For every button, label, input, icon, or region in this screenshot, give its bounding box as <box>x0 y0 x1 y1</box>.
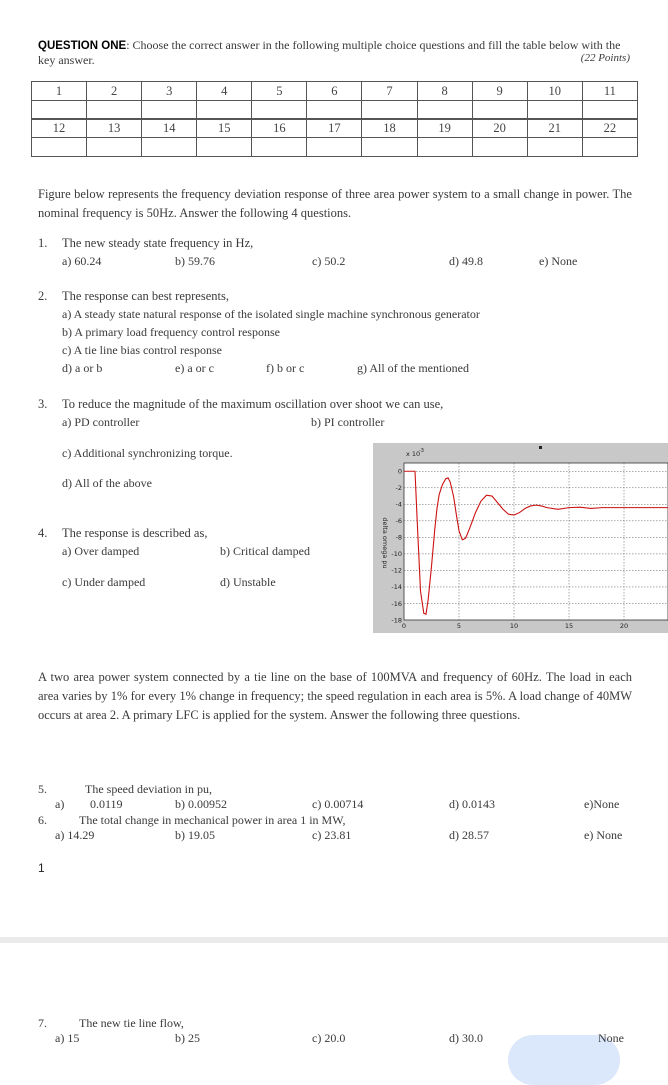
q6-option-e: e) None <box>584 828 623 842</box>
q6-option-b: b) 19.05 <box>175 828 215 842</box>
answer-table-top <box>31 81 638 120</box>
q1-option-c: c) 50.2 <box>312 254 346 268</box>
row2-number-cell: 15 <box>197 119 252 138</box>
row1-number-cell: 5 <box>252 82 307 101</box>
row1-answer-cell <box>472 101 527 120</box>
row1-number-cell: 9 <box>472 82 527 101</box>
answer-table-bottom <box>31 118 638 157</box>
y-tick-label: -6 <box>395 517 402 526</box>
q3-number: 3. <box>38 397 48 411</box>
row2-answer-cell <box>307 138 362 157</box>
row1-answer-cell <box>252 101 307 120</box>
x-tick-label: 10 <box>509 622 519 630</box>
y-tick-label: -2 <box>395 484 402 493</box>
q6-option-d: d) 28.57 <box>449 828 489 842</box>
q1-option-e: e) None <box>539 254 578 268</box>
q3-option-c: c) Additional synchronizing torque. <box>62 446 233 460</box>
question-title: QUESTION ONE <box>38 40 127 52</box>
q2-option-g: g) All of the mentioned <box>357 361 469 375</box>
q7-option-c: c) 20.0 <box>312 1031 346 1045</box>
y-tick-label: 0 <box>397 467 402 476</box>
row2-number-cell: 16 <box>252 119 307 138</box>
row1-answer-cell <box>417 101 472 120</box>
q1-option-a: a) 60.24 <box>62 254 102 268</box>
row2-answer-cell <box>527 138 582 157</box>
row1-number-cell: 8 <box>417 82 472 101</box>
row1-number-cell: 11 <box>582 82 637 101</box>
y-tick-label: -10 <box>391 550 402 559</box>
row2-number-cell: 22 <box>582 119 637 138</box>
row1-answer-cell <box>362 101 417 120</box>
q3-text: To reduce the magnitude of the maximum oscillation over shoot we can use, <box>62 397 444 411</box>
q2-text: The response can best represents, <box>62 289 229 303</box>
row1-answer-cell <box>582 101 637 120</box>
row1-number-cell: 7 <box>362 82 417 101</box>
q5-option-a: 0.0119 <box>90 797 123 811</box>
q5-number: 5. <box>38 782 47 796</box>
q2-option-b: b) A primary load frequency control response <box>62 325 280 339</box>
y-tick-label: -4 <box>395 500 402 509</box>
section2-intro: A two area power system connected by a tie line on the base of 100MVA and frequency of 60Hz. The load in each area varies by 1% for every 1% change in frequency; the speed regulation in each area is 5%. A load change of 40MW occurs at area 2. A primary LFC is applied for the system. Answer the following three questions. <box>38 670 632 722</box>
row2-answer-cell <box>32 138 87 157</box>
row2-number-cell: 12 <box>32 119 87 138</box>
q3-option-a: a) PD controller <box>62 415 140 429</box>
q6-number: 6. <box>38 813 47 827</box>
q7-option-b: b) 25 <box>175 1031 200 1045</box>
row2-answer-cell <box>417 138 472 157</box>
row2-number-cell: 20 <box>472 119 527 138</box>
q4-option-b: b) Critical damped <box>220 544 310 558</box>
row1-number-cell: 3 <box>142 82 197 101</box>
q2-option-a: a) A steady state natural response of the isolated single machine synchronous generator <box>62 307 480 321</box>
y-tick-label: -12 <box>391 566 402 575</box>
q6-text: The total change in mechanical power in area 1 in MW, <box>79 813 346 827</box>
row2-answer-cell <box>362 138 417 157</box>
row2-answer-cell <box>582 138 637 157</box>
q1-option-b: b) 59.76 <box>175 254 215 268</box>
q2-option-f: f) b or c <box>266 361 305 375</box>
y-axis-label: delta omega pu <box>381 517 389 569</box>
x-tick-label: 20 <box>619 622 629 630</box>
q5-option-a-label: a) <box>55 797 65 811</box>
row1-answer-cell <box>307 101 362 120</box>
q7-option-e: None <box>598 1031 624 1045</box>
q2-option-e: e) a or c <box>175 361 214 375</box>
row2-answer-cell <box>472 138 527 157</box>
x-tick-label: 0 <box>401 622 407 630</box>
page-divider <box>0 937 668 943</box>
row1-number-cell: 6 <box>307 82 362 101</box>
q2-option-c: c) A tie line bias control response <box>62 343 222 357</box>
row2-answer-cell <box>142 138 197 157</box>
question-instruction: : Choose the correct answer in the following multiple choice questions and fill the table below with the key answer. <box>38 38 621 67</box>
q4-option-c: c) Under damped <box>62 575 146 589</box>
row2-number-cell: 13 <box>87 119 142 138</box>
figure-marker <box>539 446 542 449</box>
exponent-label: x 10 <box>406 450 421 458</box>
q5-option-d: d) 0.0143 <box>449 797 495 811</box>
y-tick-label: -14 <box>391 583 402 592</box>
row1-number-cell: 10 <box>527 82 582 101</box>
q7-option-a: a) 15 <box>55 1031 80 1045</box>
q7-number: 7. <box>38 1016 47 1030</box>
row1-answer-cell <box>87 101 142 120</box>
row1-number-cell: 2 <box>87 82 142 101</box>
q5-text: The speed deviation in pu, <box>85 782 212 796</box>
row2-number-cell: 14 <box>142 119 197 138</box>
q4-option-d: d) Unstable <box>220 575 276 589</box>
row2-number-cell: 19 <box>417 119 472 138</box>
q6-option-c: c) 23.81 <box>312 828 352 842</box>
q1-text: The new steady state frequency in Hz, <box>62 236 254 250</box>
row1-answer-cell <box>527 101 582 120</box>
x-tick-label: 5 <box>456 622 462 630</box>
row1-number-cell: 1 <box>32 82 87 101</box>
row2-answer-cell <box>87 138 142 157</box>
q6-option-a: a) 14.29 <box>55 828 95 842</box>
row1-answer-cell <box>32 101 87 120</box>
row1-answer-cell <box>142 101 197 120</box>
q7-option-d: d) 30.0 <box>449 1031 483 1045</box>
section1-intro: Figure below represents the frequency deviation response of three area power system to a small change in power. The nominal frequency is 50Hz. Answer the following 4 questions. <box>38 187 632 220</box>
q5-option-c: c) 0.00714 <box>312 797 364 811</box>
q5-option-b: b) 0.00952 <box>175 797 227 811</box>
q4-text: The response is described as, <box>62 526 208 540</box>
exponent-power: -3 <box>419 448 424 454</box>
row2-answer-cell <box>252 138 307 157</box>
q5-option-e: e)None <box>584 797 620 811</box>
plot-area <box>404 463 668 620</box>
y-tick-label: -8 <box>395 533 402 542</box>
q2-number: 2. <box>38 289 48 303</box>
q1-option-d: d) 49.8 <box>449 254 483 268</box>
q7-text: The new tie line flow, <box>79 1016 184 1030</box>
q3-option-d: d) All of the above <box>62 476 152 490</box>
q3-option-b: b) PI controller <box>311 415 385 429</box>
q4-option-a: a) Over damped <box>62 544 140 558</box>
y-tick-label: -18 <box>391 616 402 625</box>
frequency-deviation-plot <box>373 443 668 633</box>
q4-number: 4. <box>38 526 48 540</box>
page-number: 1 <box>38 861 45 875</box>
q2-option-d: d) a or b <box>62 361 103 375</box>
row1-number-cell: 4 <box>197 82 252 101</box>
y-tick-label: -16 <box>391 599 402 608</box>
row1-answer-cell <box>197 101 252 120</box>
row2-number-cell: 18 <box>362 119 417 138</box>
x-tick-label: 15 <box>564 622 574 630</box>
q1-number: 1. <box>38 236 48 250</box>
plot-svg <box>373 443 668 633</box>
row2-number-cell: 17 <box>307 119 362 138</box>
row2-answer-cell <box>197 138 252 157</box>
points-label: (22 Points) <box>580 52 630 64</box>
row2-number-cell: 21 <box>527 119 582 138</box>
